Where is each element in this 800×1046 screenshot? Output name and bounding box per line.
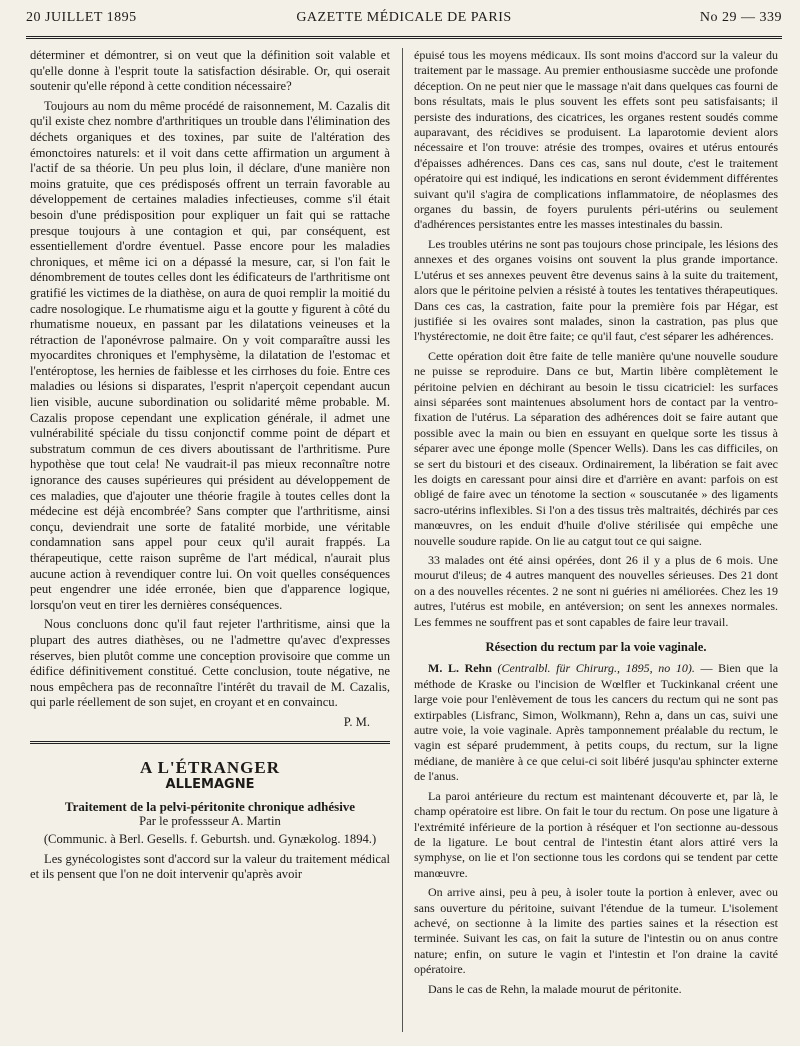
right-paragraph: épuisé tous les moyens médicaux. Ils sont moins d'accord sur la valeur du traitement par le massage. Au premier enthousiasme succède une profonde déception. On ne peut nier que le massage n'ait dans quelques cas fourni de bons résultats, mais le plus souvent les effets sont peu satisfaisants; il persiste des indurations, des cicatrices, les organes restent soudés comme auparavant, des récidives se produisent. La laparotomie devient alors nécessaire et l'on trouve: atrésie des trompes, ovaires et utérus entourés d'épaisses adhérences. Dans ces cas, sans nul doute, c'est le traitement opératoire qui est indiqué, les indications en seront évidemment différentes suivant qu'il s'agira de complications inflammatoire, de néoplasmes des organes du bassin, de foyers purulents péri-utérins ou seulement d'adhérences persistantes entre les masses intestinales du bassin. <box>414 48 778 232</box>
header-journal-title: GAZETTE MÉDICALE DE PARIS <box>296 10 512 25</box>
article-title: Traitement de la pelvi-péritonite chronique adhésive <box>64 798 356 814</box>
header-rule <box>26 36 782 39</box>
right-column <box>414 48 778 1036</box>
rehn-article-title: Résection du rectum par la voie vaginale. <box>485 640 707 655</box>
page-header <box>26 10 782 32</box>
section-title: A L'ÉTRANGER <box>140 757 280 777</box>
left-paragraph: Les gynécologistes sont d'accord sur la valeur du traitement médical et ils pensent que l'on ne doit intervenir qu'après avoir <box>30 851 390 882</box>
section-rule <box>30 741 390 744</box>
left-paragraph: Toujours au nom du même procédé de raisonnement, M. Cazalis dit qu'il existe chez nombre d'arthritiques un trouble dans l'élimination des déchets organiques et des toxines, par suite de l'altération des émonctoires naturels: et il voit dans cette affirmation un argument à l'actif de sa théorie. Un peu plus loin, il déclare, d'une manière non moins gratuite, que ces prédisposés offrent un terrain favorable au développement de certaines maladies infectieuses, comme s'il était besoin d'une prédisposition pour expliquer un fait qui se rattache presque toujours à une contagion et qui, par conséquent, est essentiellement d'ordre éventuel. Passe encore pour les maladies chroniques, et même ici on a dépassé la mesure, car, si l'on fait le dénombrement de toutes celles dont les édificateurs de l'arthritisme ont gratifié les victimes de la diathèse, on aura de quoi remplir la moitié du cadre nosologique. Le rhumatisme aigu et la goutte y figurent à côté du rhumatisme noueux, en passant par les dilatations veineuses et la rétraction de l'aponévrose palmaire. On y voit comparaître aussi les myocardites chroniques et l'emphysème, la dilatation de l'estomac et l'entéroptose, les hernies de faiblesse et les cirrhoses du foie. Entre ces maladies ou lésions si disparates, l'esprit n'aperçoit cependant aucun lien visible, aucune subordination ou solidarité même probable. M. Cazalis propose cependant une explication générale, il admet une vulnérabilité spéciale du tissu conjonctif comme point de départ et substratum commun de ces divers aboutissant de l'arthritisme. Pure hypothèse que tout cela! Ne vaudrait-il pas mieux reconnaître notre ignorance des causes supérieures qui président au développement de ces maladies, que d'ajouter une théorie fragile à toutes celles dont la médecine est déjà encombrée? Sans compter que l'arthritisme, ainsi conçu, deviendrait une sorte de fatalité morbide, une véritable condamnation sans appel pour ceux qu'il aurait frappés. La thérapeutique, cette raison suprême de l'art médical, n'aurait plus aucune action à revendiquer contre lui. On voit quelles conséquences peut engendrer une idée erronée, bien que d'apparence logique, lorsqu'on veut en tirer les dernières conséquences. <box>30 98 390 612</box>
header-date: 20 JUILLET 1895 <box>26 10 137 25</box>
left-paragraph: déterminer et démontrer, si on veut que la définition soit valable et qu'elle donne à l'esprit toute la satisfaction désirable. Or, qui oserait soutenir qu'elle répond à cette condition nécessaire? <box>30 48 390 94</box>
right-paragraph: Les troubles utérins ne sont pas toujours chose principale, les lésions des annexes et des organes voisins ont souvent la plus grande importance. L'utérus et ses annexes peuvent être devenus sains à la suite du traitement, alors que le péritoine pelvien a résisté à toutes les tentatives thérapeutiques. Dans ces cas, la castration, faite pour la première fois par Hégar, est justifiée si les ovaires sont malades, sinon la castration, pas plus que l'hystérectomie, ne doit être faite; ce qu'il faut, c'est séparer les adhérences. <box>414 236 778 344</box>
right-paragraph: La paroi antérieure du rectum est maintenant découverte et, par là, le champ opératoire est libre. On fait le tour du rectum. On pose une ligature à l'extrémité inférieure de la portion à réséquer et l'on sectionne au-dessous de la ligature. Le bout central de l'intestin étant alors attiré vers la symphyse, on lie et l'on sectionne tous les cordons qui se tendent par cette manœuvre. <box>414 788 778 880</box>
rehn-lead-text: — Bien que la méthode de Kraske ou l'incision de Wœlfler et Tuckinkanal créent une large voie pour l'enlèvement de tous les cancers du rectum qui ne sont pas extirpables (Lisfranc, Simon, Wolkmann), Rehn a, dans un cas, suivi une autre voie, la voie vaginale. Après tamponnement préalable du rectum, le vagin est séparé prudemment, à petits coups, du rectum, sur la ligne médiane, de manière à ce que celui-ci soit libéré jusqu'au sphincter externe de l'anus. <box>414 661 778 784</box>
section-country: ALLEMAGNE <box>165 777 255 793</box>
right-paragraph: Cette opération doit être faite de telle manière qu'une nouvelle soudure ne puisse se reproduire. Dans ce but, Martin libère complètement le péritoine pelvien en déchirant au besoin le tissu cicatriciel: les surfaces ainsi séparées sont maintenues absolument hors de contact par la ventro-fixation de l'utérus. La séparation des adhérences doit se faire autant que possible avec la main ou bien en essuyant en quelque sorte les tissus à séparer avec une éponge molle (Spencer Wells). Dans les cas difficiles, on se sert du bistouri et des ciseaux. Ordinairement, la libération se fait avec les doigts en caressant pour ainsi dire et d'arrière en avant: parfois on est obligé de faire avec un ténotome la section « souscutanée » des ligaments sacro-utérins inflexibles. Si l'on a des tissus très maltraités, déchirés par ces manœuvres, on les enduit d'huile d'olive stérilisée qui empêche une nouvelle soudure rapide. On lie au catgut tout ce qui saigne. <box>414 348 778 548</box>
column-divider <box>402 48 403 1032</box>
right-paragraph: On arrive ainsi, peu à peu, à isoler toute la portion à enlever, avec ou sans ouverture du péritoine, suivant l'étendue de la tumeur. L'isolement achevé, on sectionne à la limite des parties saines et la résection est terminée. Suivant les cas, on fait la suture de l'intestin ou on anus contre nature; enfin, on suture le vagin et l'intestin et l'on draine la cavité opératoire. <box>414 885 778 977</box>
rehn-author: M. L. Rehn <box>428 661 492 676</box>
rehn-reference: (Centralbl. für Chirurg., 1895, no 10). <box>497 661 695 676</box>
right-paragraph: 33 malades ont été ainsi opérées, dont 26 il y a plus de 6 mois. Une mourut d'ileus; de 4 autres manquent des nouvelles sérieuses. Des 21 dont on a des nouvelles récentes. 2 ne sont ni guéries ni améliorées. Chez les 19 autres, l'utérus est mobile, en antéversion; on sent les annexes normales. Les femmes ne souffrent pas et sont capables de faire leur travail. <box>414 553 778 629</box>
article-reference: (Communic. à Berl. Gesells. f. Geburtsh. und. Gynækolog. 1894.) <box>43 831 377 846</box>
rehn-lead-paragraph <box>414 661 778 784</box>
right-paragraph: Dans le cas de Rehn, la malade mourut de péritonite. <box>428 981 682 996</box>
left-paragraph: Nous concluons donc qu'il faut rejeter l'arthritisme, ainsi que la plupart des autres diathèses, ou ne l'admettre qu'avec d'expresses réserves, bien plutôt comme une conception provisoire que comme un édifice définitivement constitué. Cette conclusion, toute négative, ne nous empêchera pas de reconnaître l'intérêt du travail de M. Cazalis, qui parle réellement de son sujet, en croyant et en convaincu. <box>30 617 390 710</box>
header-page-number: No 29 — 339 <box>699 10 782 25</box>
article-author: Par le professseur A. Martin <box>139 814 281 829</box>
article-signature: P. M. <box>343 714 370 729</box>
left-column <box>30 48 390 1036</box>
